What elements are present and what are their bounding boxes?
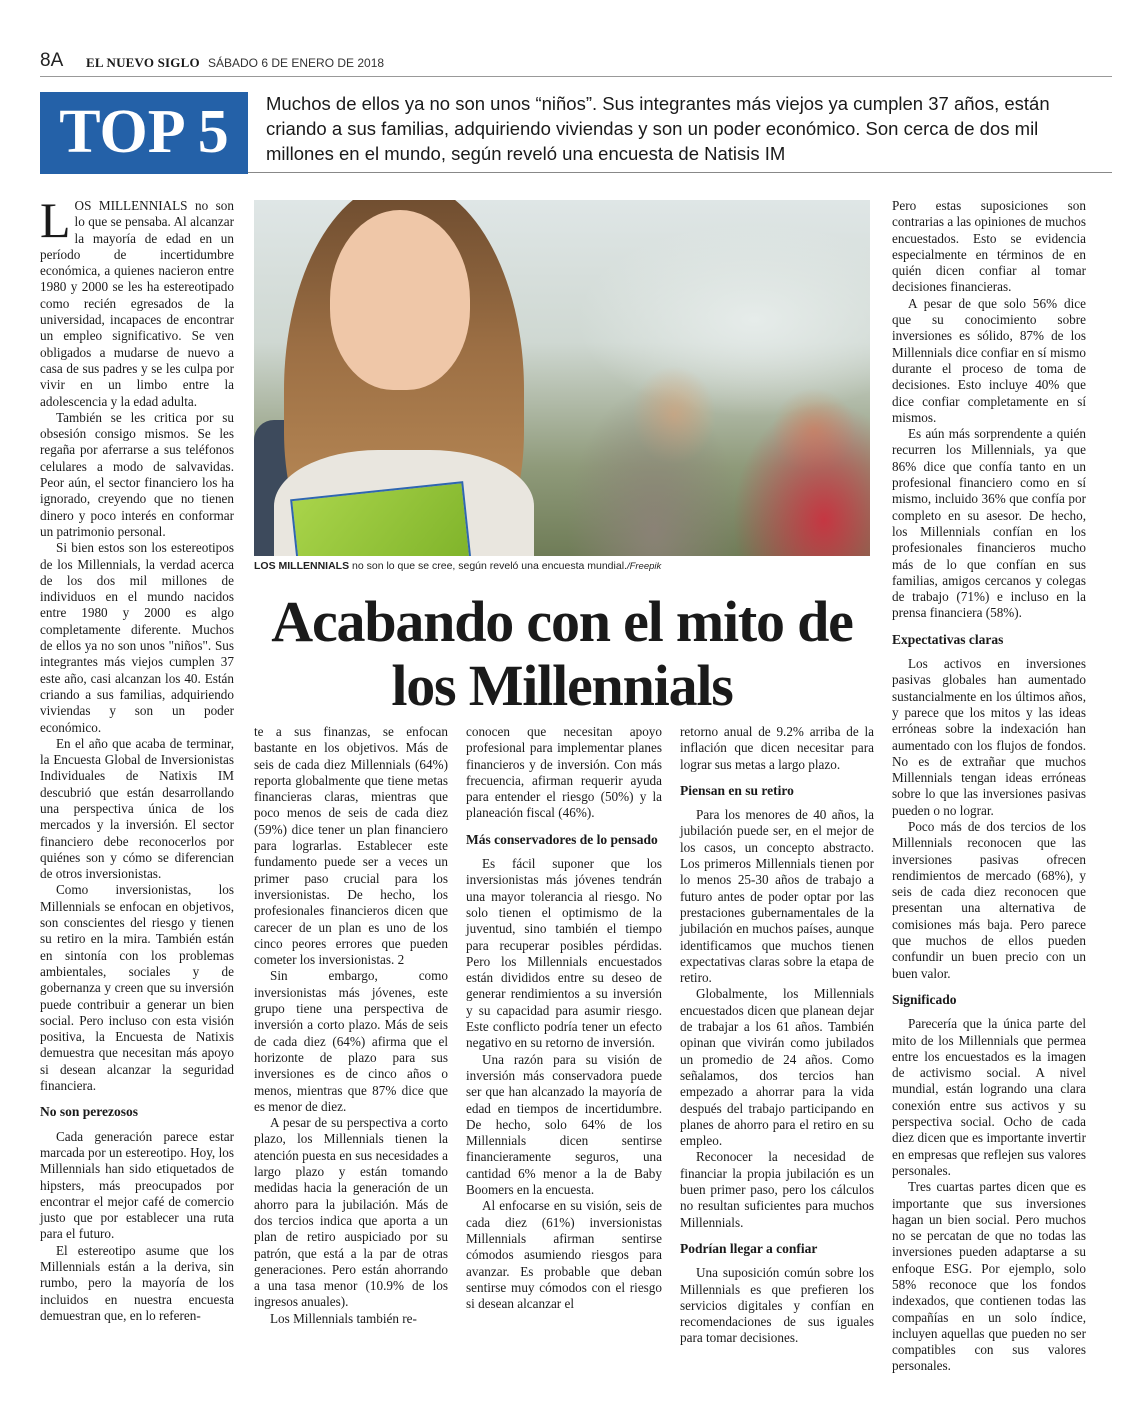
page-number: 8A <box>40 50 64 71</box>
page-header <box>40 48 1112 77</box>
article-column-4 <box>680 724 874 1347</box>
paragraph: Como inversionistas, los Millennials se enfocan en objetivos, son conscientes del riesgo y tienen su retiro en la mira. También están en sintonía con los problemas ambientales, sociales y de gobernanza y creen que su inversión puede contribuir a generar un bien social. Pero incluso con esta visión positiva, la Encuesta de Natixis demuestra que necesitan más apoyo si desean alcanzar la seguridad financiera. <box>40 882 234 1094</box>
paragraph: También se les critica por su obsesión consigo mismos. Se les regaña por aferrarse a sus teléfonos celulares a modo de salvavidas. Peor aún, el sector financiero los ha ignorado, creyendo que no tienen dinero y poco interés en conformar un patrimonio personal. <box>40 409 234 539</box>
paragraph: Pero estas suposiciones son contrarias a las opiniones de muchos encuestados. Esto se evidencia especialmente en términos de en quién dicen confiar al tomar decisiones financieras. <box>892 198 1086 295</box>
student-face-shape <box>330 210 470 390</box>
article-deck: Muchos de ellos ya no son unos “niños”. Sus integrantes más viejos ya cumplen 37 años, están criando a sus familias, adquiriendo viviendas y son un poder económico. Son cerca de dos mil millones en el mundo, según reveló una encuesta de Natisis IM <box>266 93 1050 164</box>
photo-credit: /Freepik <box>626 561 662 572</box>
newspaper-name: EL NUEVO SIGLO <box>86 55 200 70</box>
paragraph: Es fácil suponer que los inversionistas más jóvenes tendrán una mayor tolerancia al riesgo. No solo tienen el optimismo de la juventud, sino también el tiempo para recuperar posibles pérdidas. Pero los Millennials encuestados están divididos entre su deseo de generar rendimientos a su inversión y su capacidad para asumir riesgo. Este conflicto podría tener un efecto negativo en su retorno de inversión. <box>466 856 662 1051</box>
paragraph: Para los menores de 40 años, la jubilación puede ser, en el mejor de los casos, un concepto abstracto. Los primeros Millennials tienen por lo menos 25-30 años de trabajo a futuro antes de poder optar por las prestaciones gubernamentales de la jubilación en muchos países, aunque identificamos que muchos tienen expectativas claras sobre la etapa de retiro. <box>680 807 874 986</box>
subheading: Significado <box>892 991 957 1007</box>
paragraph: Una razón para su visión de inversión más conservadora puede ser que han alcanzado la mayoría de edad en tiempos de incertidumbre. De hecho, solo 64% de los Millennials dicen sentirse financieramente seguros, una cantidad 6% menor a la de Baby Boomers en la encuesta. <box>466 1051 662 1198</box>
paragraph: Es aún más sorprendente a quién recurren los Millennials, ya que 86% dice que confía tanto en un profesional financiero como en sí mismo, incluido 36% que confía por completo en su asesor. De hecho, los Millennials confían en los profesionales financieros mucho más de lo que confían en sus familias, amigos cercanos y colegas de trabajo (71%) e incluso en la prensa financiera (58%). <box>892 426 1086 621</box>
paragraph: Al enfocarse en su visión, seis de cada diez (61%) inversionistas Millennials afirman sentirse cómodos asumiendo riesgos para avanzar. Es probable que deban sentirse muy cómodos con el riesgo si desean alcanzar el <box>466 1198 662 1312</box>
paragraph: Sin embargo, como inversionistas más jóvenes, este grupo tiene una perspectiva de inversión a corto plazo. Más de seis de cada diez (64%) afirma que el horizonte de plazo para sus inversiones es de cinco años o menos, mientras que 87% dice que es menor de diez. <box>254 968 448 1114</box>
paragraph: Una suposición común sobre los Millennials es que prefieren los servicios digitales y confían en recomendaciones de sus iguales para tomar decisiones. <box>680 1265 874 1346</box>
paragraph-text: OS MILLENNIALS no son lo que se pensaba. Al alcanzar la mayoría de edad en un período de incertidumbre económica, a quienes nacieron entre 1980 y 2000 se les ha estereotipado como recién egresados de la universidad, incapaces de encontrar un empleo significativo. Se ven obligados a mudarse de nuevo a casa de sus padres y se les culpa por vivir en un limbo entre la adolescencia y la edad adulta. <box>40 198 234 409</box>
paragraph: Los activos en inversiones pasivas globales han aumentado sustancialmente en los últimos años, y parece que los mitos y las ideas erróneas sobre la indexación han aumentado con los flujos de fondos. No es de extrañar que muchos Millennials tengan ideas erróneas sobre lo que las inversiones pasivas pueden o no lograr. <box>892 656 1086 818</box>
subheading: Piensan en su retiro <box>680 782 794 798</box>
subheading: No son perezosos <box>40 1104 139 1120</box>
subheading: Más conservadores de lo pensado <box>466 831 658 847</box>
paragraph: Los Millennials también re- <box>270 1310 417 1326</box>
paragraph: Parecería que la única parte del mito de los Millennials que permea entre los encuestados es la imagen de activismo social. A nivel mundial, están logrando una clara conexión entre sus activos y su perspectiva social. Ocho de cada diez dicen que es importante invertir en empresas que reflejen sus valores personales. <box>892 1016 1086 1178</box>
section-label-box <box>40 92 248 174</box>
paragraph: En el año que acaba de terminar, la Encuesta Global de Inversionistas Individuales de Natixis IM descubrió que están desarrollando una perspectiva única de los mercados y la inversión. El sector financiero debe reconocerlos por quiénes son y cómo se diferencian de otros inversionistas. <box>40 735 234 882</box>
article-column-3 <box>466 724 662 1312</box>
paragraph: te a sus finanzas, se enfocan bastante en los objetivos. Más de seis de cada diez Millennials (64%) reporta globalmente que tiene metas financieras claras, mientras que poco menos de seis de cada diez (59%) dice tener un plan financiero para lograrlas. Establecer este fundamento puede ser a veces un primer paso crucial para los inversionistas. De hecho, los profesionales financieros dicen que carecer de un plan es uno de los cinco peores errores que pueden cometer los inversionistas. 2 <box>254 724 448 968</box>
paragraph: Globalmente, los Millennials encuestados dicen que planean dejar de trabajar a los 61 años. También opinan que vivirán como jubilados un promedio de 24 años. Como señalamos, dos tercios han empezado a ahorrar para la vida después del trabajo participando en planes de ahorro para el retiro en su empleo. <box>680 986 874 1149</box>
paragraph: Cada generación parece estar marcada por un estereotipo. Hoy, los Millennials han sido etiquetados de hipsters, más preocupados por encontrar el mejor café de comercio justo que por establecer una ruta para el futuro. <box>40 1128 234 1242</box>
photo-caption <box>254 560 870 572</box>
paragraph: Si bien estos son los estereotipos de los Millennials, la verdad acerca de los dos mil millones de individuos en el mundo nacidos entre 1980 y 2000 es algo completamente diferente. Muchos de ellos ya no son unos "niños". Sus integrantes más viejos cumplen 37 este año, casi alcanzan los 40. Están criando a sus familias, adquiriendo viviendas y son un poder económico. <box>40 540 234 735</box>
drop-cap: L <box>40 192 71 248</box>
subheading: Podrían llegar a confiar <box>680 1240 818 1256</box>
caption-lead: LOS MILLENNIALS <box>254 560 350 572</box>
lead-paragraph <box>40 192 234 410</box>
paragraph: El estereotipo asume que los Millennials están a la deriva, sin rumbo, pero la mayoría de los incluidos en nuestra encuesta demuestran que, en lo referen- <box>40 1242 234 1323</box>
paragraph: A pesar de que solo 56% dice que su conocimiento sobre inversiones es sólido, 87% de los Millennials dice confiar en sí mismo durante el proceso de toma de decisiones. Esto incluye 40% que dice confiar completamente en sí mismos. <box>892 295 1086 425</box>
article-column-1 <box>40 192 234 1324</box>
paragraph: Poco más de dos tercios de los Millennials reconocen que las inversiones pasivas ofrecen rendimientos de mercado (68%), y seis de cada diez reconocen que presentan una alternativa de comisiones más baja. Pero parece que muchos de ellos pueden confundir un buen precio con un buen valor. <box>892 818 1086 981</box>
section-label: TOP 5 <box>59 98 229 166</box>
paragraph: A pesar de su perspectiva a corto plazo, los Millennials tienen la atención puesta en sus necesidades a largo plazo y están tomando medidas hacia la generación de un ahorro para la jubilación. Más de dos tercios indica que aporta a un plan de retiro auspiciado por su patrón, que está a la par de otras generaciones. Pero están ahorrando a una tasa menor (10.9% de los ingresos anuales). <box>254 1115 448 1310</box>
caption-text: no son lo que se cree, según reveló una encuesta mundial. <box>349 560 627 572</box>
paragraph: Tres cuartas partes dicen que es importante que sus inversiones hagan un bien social. Pero muchos no se percatan de que no todas las inversiones pueden adaptarse a su enfoque ESG. Por ejemplo, solo 58% reconoce que los fondos indexados, que contienen todas las compañías en un solo índice, incluyen aquellas que pueden no ser compatibles con sus valores personales. <box>892 1179 1086 1374</box>
paragraph: retorno anual de 9.2% arriba de la inflación que dicen necesitar para lograr sus metas a largo plazo. <box>680 724 874 772</box>
paragraph: conocen que necesitan apoyo profesional para implementar planes financieros y de inversión. Con más frecuencia, afirman requerir ayuda para entender el riesgo (50%) y la planeación fiscal (46%). <box>466 724 662 821</box>
issue-date: SÁBADO 6 DE ENERO DE 2018 <box>208 56 385 70</box>
headline: Acabando con el mito de los Millennials <box>271 589 853 718</box>
header-rule <box>248 172 1112 173</box>
article-column-5 <box>892 198 1086 1375</box>
article-column-2 <box>254 724 448 1327</box>
subheading: Expectativas claras <box>892 631 1004 647</box>
paragraph: Reconocer la necesidad de financiar la propia jubilación es un buen primer paso, pero los cálculos no resultan suficientes para muchos Millennials. <box>680 1149 874 1230</box>
article-photo <box>254 200 870 556</box>
